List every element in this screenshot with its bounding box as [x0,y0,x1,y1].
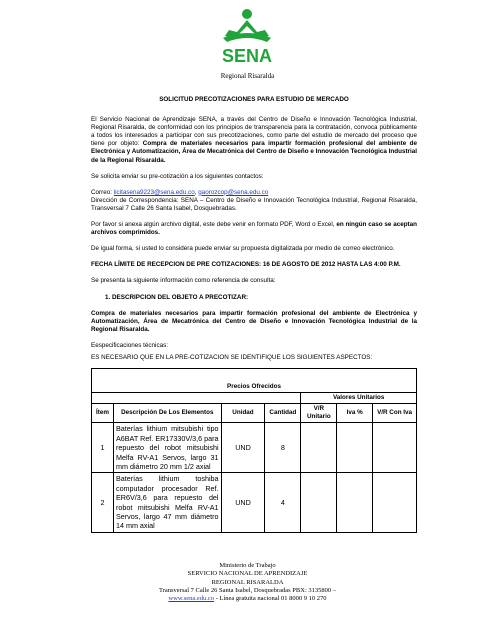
document-body [91,96,417,533]
intro-paragraph: El Servicio Nacional de Aprendizaje SENA, a través del Centro de Diseño e Innovación Tecnológica Industrial, Regional Risaralda, de conformidad con los principios de transparencia para la contratación, convoca públicamente a todos los interesados a participar con sus precotizaciones, como parte del estudio de mercado del proceso que tiene por objeto: Compra de materiales necesarios para impartir formación profesional del ambiente de Electrónica y Automatización, Área de Mecatrónica del Centro de Diseño e Innovación Tecnológica Industrial de la Regional Risaralda. [91,116,417,164]
items-table [91,368,417,533]
footer-line-3: REGIONAL RISARALDA [211,578,284,586]
logo-text: SENA [221,46,273,66]
aspects-paragraph: ES NECESARIO QUE EN LA PRE-COTIZACION SE IDENTIFIQUE LOS SIGUIENTES ASPECTOS: [91,353,373,361]
footer-line-4: Transversal 7 Calle 26 Santa Isabel, Dosquebradas PBX: 3135800 – [158,586,337,594]
table-row: 2 Baterías lithium toshiba computador procesador Ref. ER6V/3,6 para repuesto del robot mitsubishi Melfa RV-A1 Servos, largo 47 mm diámetro 14 mm axial UND 4 [92,473,417,532]
contacts-paragraph: Correo: licitasena9223@sena.edu.co, gaorozcop@sena.edu.co [91,188,269,196]
col-vr-iva: V/R Con Iva [373,404,417,423]
regional-label: Regional Risaralda [220,72,275,80]
format-paragraph: Por favor si anexa algún archivo digital, este debe venir en formato PDF, Word o Excel, en ningún caso se aceptan archivos comprimidos. [91,221,417,237]
specs-label: Eespecificaciones técnicas: [91,341,169,349]
section-heading-1: 1. DESCRIPCION DEL OBJETO A PRECOTIZAR: [105,293,249,301]
col-iva: Iva % [337,404,373,423]
intro-object: Compra de materiales necesarios para impartir formación profesional del ambiente de Electrónica y Automatización, Área de Mecatrónica del Centro de Diseño e Innovación Tecnológica Industrial de la Regional Risaralda. [91,140,417,164]
col-qty: Cantidad [265,404,301,423]
email-link-2[interactable]: gaorozcop@sena.edu.co [198,188,269,196]
email-send-paragraph: De igual forma, si usted lo considera puede enviar su propuesta digitalizada por medio de correo electrónico. [91,245,395,253]
address-paragraph: Dirección de Correspondencia: SENA – Centro de Diseño e Innovación Tecnológica Industrial, Regional Risaralda, Transversal 7 Calle 26 Santa Isabel, Dosquebradas. [91,196,417,212]
reference-paragraph: Se presenta la siguiente información como referencia de consulta: [91,277,276,285]
page-footer [0,562,495,603]
col-unit: Unidad [221,404,265,423]
footer-website-link[interactable]: www.sena.edu.co [168,595,215,603]
col-item: Ítem [92,404,114,423]
table-row: 1 Baterías lithium mitsubishi tipo A6BAT Ref. ER17330V/3,6 para repuesto del robot mitsubishi Melfa RV-A1 Servos, largo 31 mm diámetro 20 mm 1/2 axial UND 8 [92,423,417,473]
col-vr-unit: V/R Unitario [301,404,337,423]
request-paragraph: Se solicita enviar su pre-cotización a los siguientes contactos: [91,172,264,180]
unit-values-header: Valores Unitarios [301,393,417,404]
footer-line-5: www.sena.edu.co - Línea gratuita nacional 01 8000 9 10 270 [168,595,327,603]
footer-line-1: Ministerio de Trabajo [219,562,276,569]
object-description: Compra de materiales necesarios para impartir formación profesional del ambiente de Electrónica y Automatización, Área de Mecatrónica del Centro de Diseño e Innovación Tecnológica Industrial de la Regional Risaralda. [91,309,417,333]
footer-line-2: SERVICIO NACIONAL DE APRENDIZAJE [187,570,308,578]
col-desc: Descripción De Los Elementos [113,404,221,423]
document-title: SOLICITUD PRECOTIZACIONES PARA ESTUDIO DE MERCADO [159,96,349,103]
prices-header: Precios Ofrecidos [92,369,417,393]
email-link-1[interactable]: licitasena9223@sena.edu.co [113,188,195,196]
deadline-paragraph: FECHA LÍMITE DE RECEPCION DE PRE COTIZACIONES: 16 DE AGOSTO DE 2012 HASTA LAS 4:00 P.M. [91,261,401,269]
sena-logo [207,8,287,70]
